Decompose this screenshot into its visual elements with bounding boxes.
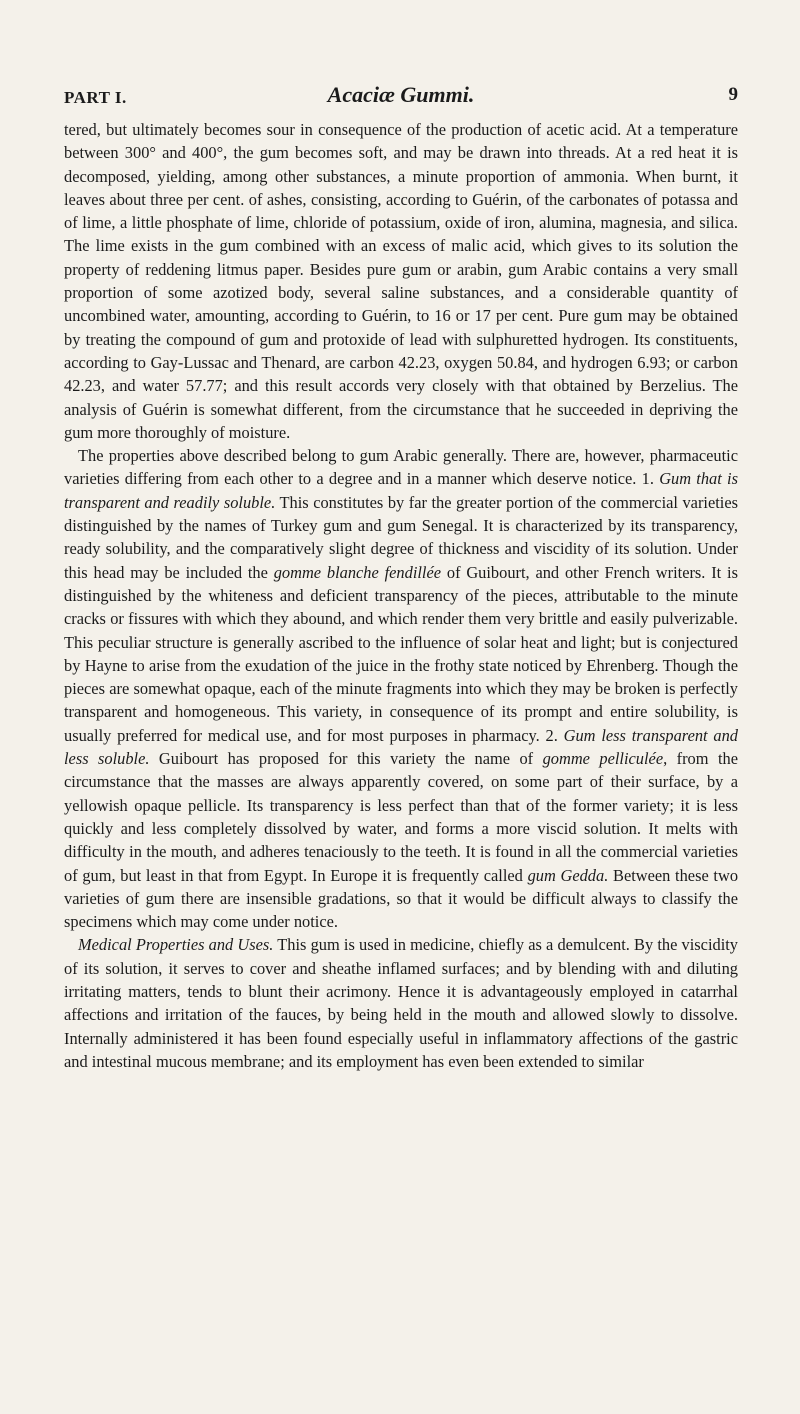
running-head xyxy=(64,78,738,112)
running-head-title: Acaciæ Gummi. xyxy=(327,82,475,107)
italic-text: Gum less transparent and less soluble. xyxy=(64,725,738,769)
running-head-part: PART I. xyxy=(64,88,127,107)
text-run: of Guibourt, and other French writers. It is distinguished by the whiteness and deficient transparency of the pieces, attributable to the minute cracks or fissures with which they abound, and which render them very brittle and easily pulverizable. This peculiar structure is generally ascribed to the influence of solar heat and light; but is conjectured by Hayne to arise from the exudation of the juice in the frothy state noticed by Ehrenberg. Though the pieces are somewhat opaque, each of the minute fragments into which they may be broken is perfectly transparent and homogeneous. This variety, in consequence of its prompt and entire solubility, is usually preferred for medical use, and for most purposes in pharmacy. 2. xyxy=(64,562,738,745)
paragraph xyxy=(64,933,738,1073)
paragraph-continuation xyxy=(64,118,738,444)
text-run: Guibourt has proposed for this variety the name of xyxy=(149,749,543,769)
italic-text: gomme blanche fendillée xyxy=(273,562,442,582)
text-run: The properties above described belong to gum Arabic generally. There are, however, pharmaceutic varieties differing from each other to a degree and in a manner which deserve notice. 1. xyxy=(64,446,738,489)
italic-text: Gum that is transparent and readily soluble. xyxy=(64,469,738,512)
text-run: This gum is used in medicine, chiefly as a demulcent. By the viscidity of its solution, it serves to cover and sheathe inflamed surfaces; and by blending with and diluting irritating matters, tends to blunt their acrimony. Hence it is advantageously employed in catarrhal affections and irritation of the fauces, by being held in the mouth and allowed slowly to dissolve. Internally administered it has been found especially useful in inflammatory affections of the gastric and intestinal mucous membrane; and its employment has even been extended to similar xyxy=(64,935,738,1071)
text-run: Between these two varieties of gum there are insensible gradations, so that it would be difficult always to classify the specimens which may come under notice. xyxy=(64,865,739,932)
text-run: , from the circumstance that the masses are always apparently covered, on some part of their surface, by a yellowish opaque pellicle. Its transparency is less perfect than that of the former variety; it is less quickly and less completely dissolved by water, and forms a more viscid solution. It melts with difficulty in the mouth, and adheres tenaciously to the teeth. It is found in all the commercial varieties of gum, but least in that from Egypt. In Europe it is frequently called xyxy=(64,749,738,885)
italic-text: gomme pelliculée xyxy=(542,749,664,769)
body-text xyxy=(64,118,738,1073)
italic-text: gum Gedda. xyxy=(527,865,609,885)
page-number: 9 xyxy=(728,84,738,105)
paragraph xyxy=(64,444,738,933)
italic-text: Medical Properties and Uses. xyxy=(78,935,274,955)
text-run: tered, but ultimately becomes sour in consequence of the production of acetic acid. At a temperature between 300° and 400°, the gum becomes soft, and may be drawn into threads. At a red heat it is decomposed, yielding, among other substances, a minute proportion of ammonia. When burnt, it leaves about three per cent. of ashes, consisting, according to Guérin, of the carbonates of potassa and of lime, a little phosphate of lime, chloride of potassium, oxide of iron, alumina, magnesia, and silica. The lime exists in the gum combined with an excess of malic acid, which gives to its solution the property of reddening litmus paper. Besides pure gum or arabin, gum Arabic contains a very small proportion of some azotized body, several saline substances, and a considerable quantity of uncombined water, amounting, according to Guérin, to 16 or 17 per cent. Pure gum may be obtained by treating the compound of gum and protoxide of lead with sulphuretted hydrogen. Its constituents, according to Gay-Lussac and Thenard, are carbon 42.23, oxygen 50.84, and hydrogen 6.93; or carbon 42.23, and water 57.77; and this result accords very closely with that obtained by Berzelius. The analysis of Guérin is somewhat different, from the circumstance that he succeeded in depriving the gum more thoroughly of moisture. xyxy=(64,120,738,442)
text-run: This constitutes by far the greater portion of the commercial varieties distinguished by the names of Turkey gum and gum Senegal. It is characterized by its transparency, ready solubility, and the comparatively slight degree of thickness and viscidity of its solution. Under this head may be included the xyxy=(64,492,739,582)
